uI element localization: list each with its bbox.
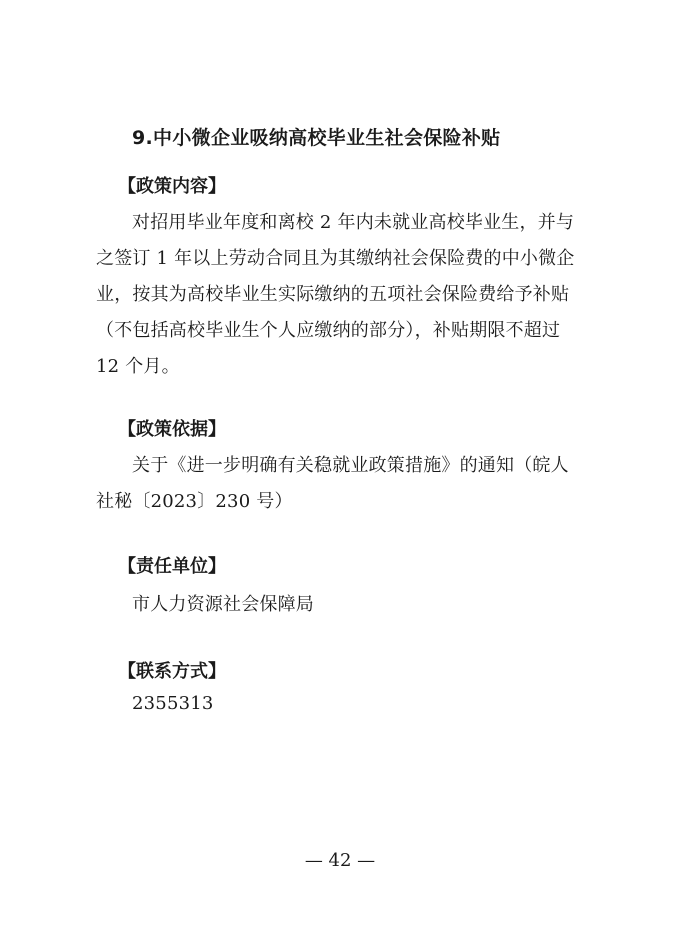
unit-line: 市人力资源社会保障局 — [132, 594, 314, 615]
page-number: — 42 — — [304, 850, 376, 871]
section-heading-contact: 【联系方式】 — [118, 661, 226, 682]
basis-line: 社秘〔2023〕230 号） — [96, 491, 293, 512]
section-heading-basis: 【政策依据】 — [118, 419, 226, 440]
content-line: （不包括高校毕业生个人应缴纳的部分），补贴期限不超过 — [96, 320, 561, 341]
content-line: 对招用毕业年度和离校 2 年内未就业高校毕业生，并与 — [132, 212, 575, 233]
contact-phone: 2355313 — [132, 693, 214, 714]
content-line: 之签订 1 年以上劳动合同且为其缴纳社会保险费的中小微企 — [96, 248, 575, 269]
basis-line: 关于《进一步明确有关稳就业政策措施》的通知（皖人 — [132, 455, 569, 476]
section-heading-unit: 【责任单位】 — [118, 556, 226, 577]
section-heading-content: 【政策内容】 — [118, 176, 226, 197]
page-title: 9.中小微企业吸纳高校毕业生社会保险补贴 — [132, 127, 501, 149]
content-line: 12 个月。 — [96, 356, 180, 377]
content-line: 业，按其为高校毕业生实际缴纳的五项社会保险费给予补贴 — [96, 284, 570, 305]
